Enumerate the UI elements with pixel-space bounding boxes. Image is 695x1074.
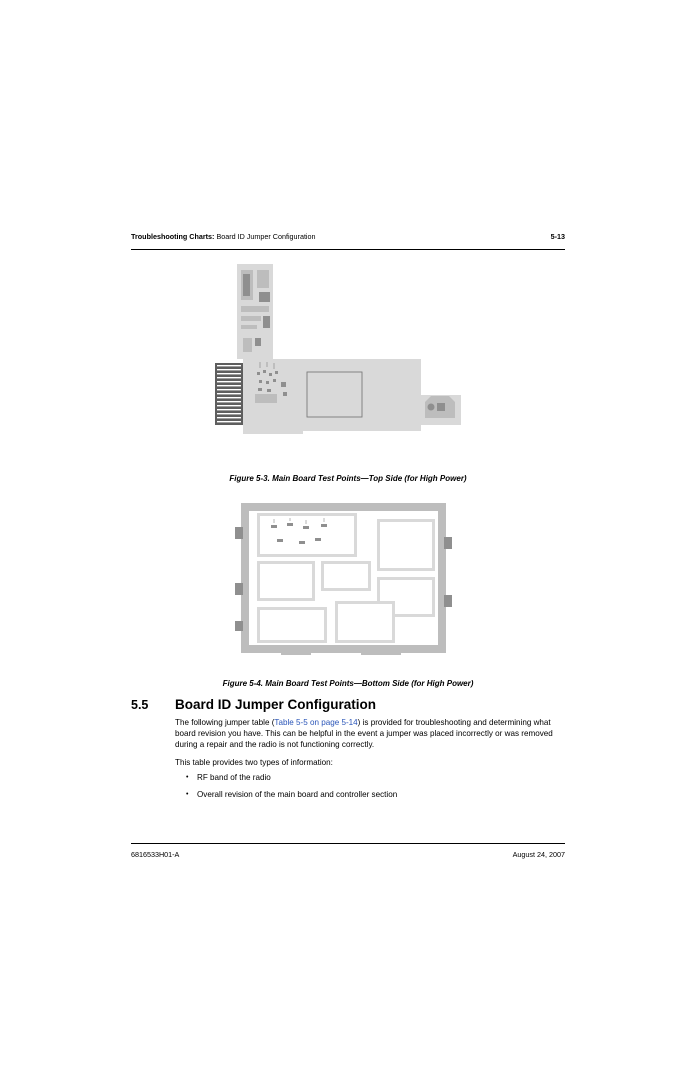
figure-5-4-caption-text: Main Board Test Points—Bottom Side (for High Power)	[263, 679, 474, 688]
footer-document-number: 6816533H01-A	[131, 850, 180, 859]
header-divider	[131, 249, 565, 250]
footer-divider	[131, 843, 565, 844]
bullet-dot-icon: •	[186, 774, 189, 781]
table-5-5-link[interactable]: Table 5-5 on page 5-14	[274, 718, 358, 727]
section-title: Board ID Jumper Configuration	[175, 697, 377, 712]
figure-5-4-number: Figure 5-4.	[222, 679, 264, 688]
list-item-label: RF band of the radio	[197, 773, 271, 782]
footer-date: August 24, 2007	[512, 850, 565, 859]
section-paragraph-2: This table provides two types of information:	[175, 758, 333, 767]
section-number: 5.5	[131, 698, 149, 712]
figure-5-3-caption-text: Main Board Test Points—Top Side (for High Power)	[269, 474, 467, 483]
figure-5-3-caption	[131, 474, 565, 483]
list-item-label: Overall revision of the main board and controller section	[197, 790, 398, 800]
page-footer	[131, 850, 565, 859]
section-bullet-list	[186, 772, 566, 806]
figure-5-3-image	[131, 262, 565, 462]
list-item	[186, 789, 566, 800]
header-page-number: 5-13	[550, 232, 565, 241]
header-title	[131, 232, 316, 242]
bullet-dot-icon: •	[186, 791, 189, 799]
header-title-rest: Board ID Jumper Configuration	[214, 232, 316, 241]
list-item	[186, 772, 566, 783]
paragraph-1-lead: The following jumper table (	[175, 718, 275, 727]
section-paragraph-1	[175, 717, 565, 751]
header-title-bold: Troubleshooting Charts:	[131, 232, 215, 241]
figure-5-4-caption	[131, 679, 565, 688]
paragraph-1-tail: ) is provided for troubleshooting and determining what board revision you have. This can be helpful in the event a jumper was placed incorrectly or was removed during a repair and the radio is not functioning correctly.	[175, 718, 553, 750]
figure-5-3-number: Figure 5-3.	[229, 474, 270, 483]
page-header	[131, 232, 565, 248]
figure-5-4-image	[131, 497, 565, 665]
